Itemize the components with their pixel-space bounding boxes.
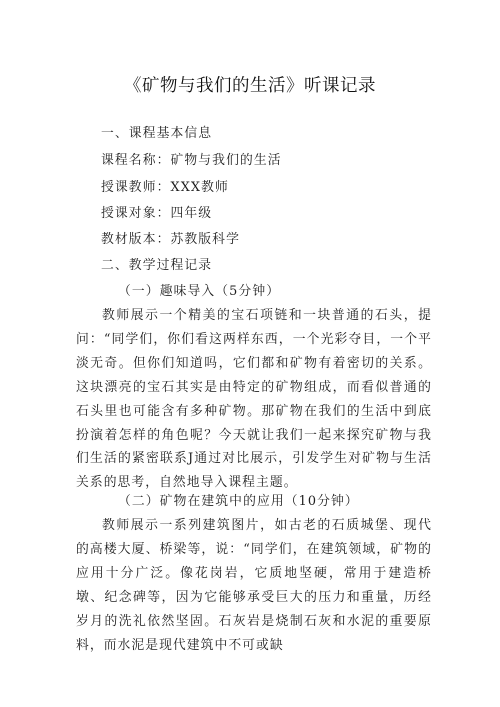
course-name-line: 课程名称：矿物与我们的生活 xyxy=(101,153,282,168)
audience-line: 授课对象：四年级 xyxy=(101,206,213,221)
subsection-heading-architecture: （二）矿物在建筑中的应用（10分钟） xyxy=(118,494,359,509)
architecture-paragraph: 教师展示一系列建筑图片，如古老的石质城堡、现代的高楼大厦、桥梁等，说：“同学们，在建筑领域，矿物的应用十分广泛。像花岗岩，它质地坚硬，常用于建造桥墩、纪念碑等，因为它能够承受巨大的压力和重量，历经岁月的洗礼依然坚固。石灰岩是烧制石灰和水泥的重要原料，而水泥是现代建筑中不可或缺 xyxy=(76,518,432,653)
section-heading-basic-info: 一、课程基本信息 xyxy=(101,126,213,141)
intro-paragraph: 教师展示一个精美的宝石项链和一块普通的石头，提问：“同学们，你们看这两样东西，一个光彩夺目，一个平淡无奇。但你们知道吗，它们都和矿物有着密切的关系。这块漂亮的宝石其实是由特定的矿物组成，而看似普通的石头里也可能含有多种矿物。那矿物在我们的生活中到底扮演着怎样的角色呢？今天就让我们一起来探究矿物与我们生活的紧密联系J通过对比展示，引发学生对矿物与生活关系的思考，自然地导入课程主题。 xyxy=(76,308,432,491)
textbook-line: 教材版本：苏教版科学 xyxy=(101,232,240,247)
teacher-line: 授课教师：XXX教师 xyxy=(101,180,229,195)
subsection-heading-intro: （一）趣味导入（5分钟） xyxy=(118,284,281,299)
section-heading-teaching-process: 二、教学过程记录 xyxy=(101,258,213,273)
document-title: 《矿物与我们的生活》听课记录 xyxy=(124,76,376,96)
